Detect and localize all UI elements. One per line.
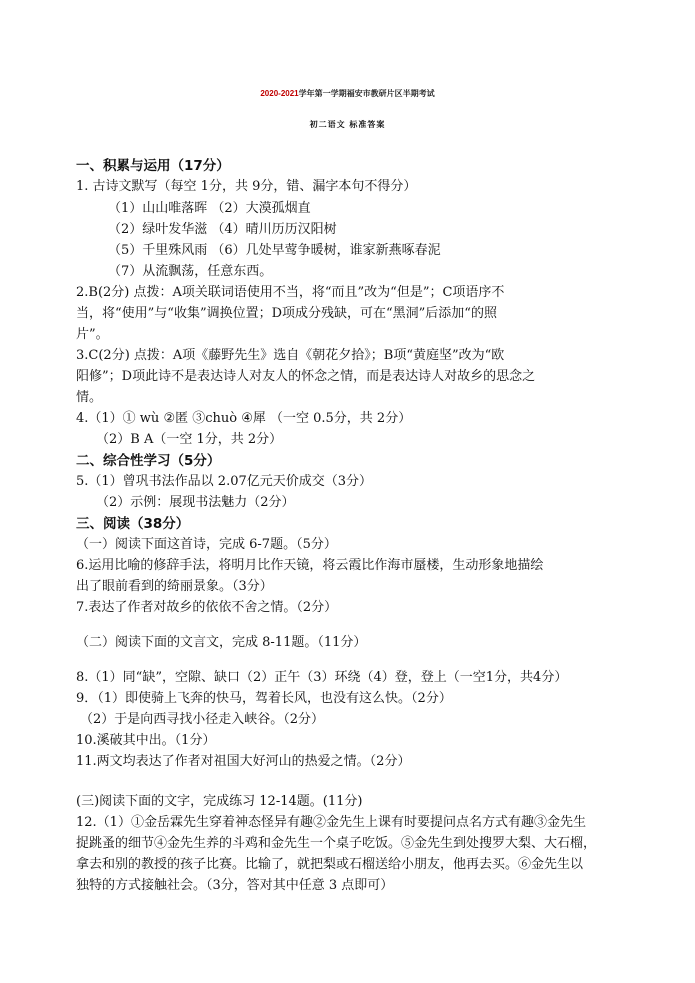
answer-line: 7.表达了作者对故乡的依依不舍之情。（2分） xyxy=(76,600,338,615)
answer-line: 拿去和别的教授的孩子比赛。比输了，就把梨或石榴送给小朋友，他再去买。⑥金先生以 xyxy=(76,857,584,872)
section-heading-3: 三、阅读（38分） xyxy=(76,516,190,532)
answer-line: （1）山山唯落晖 （2）大漠孤烟直 xyxy=(108,201,311,216)
answer-line: （2）绿叶发华滋 （4）晴川历历汉阳树 xyxy=(108,222,337,237)
answer-line: 当，将“使用”与“收集”调换位置；D项成分残缺，可在“黑洞”后添加“的照 xyxy=(76,306,497,321)
answer-line: 3.C(2分) 点拨：A项《藤野先生》选自《朝花夕拾》；B项“黄庭坚”改为“欧 xyxy=(76,348,505,363)
answer-line: 捉跳蚤的细节④金先生养的斗鸡和金先生一个桌子吃饭。⑤金先生到处搜罗大梨、大石榴， xyxy=(76,836,597,851)
answer-line: (三)阅读下面的文字，完成练习 12-14题。(11分) xyxy=(76,794,363,809)
answer-line: （5）千里殊风雨 （6）几处早莺争暖树，谁家新燕啄春泥 xyxy=(108,243,441,258)
answer-line: 8.（1）同“缺”，空隙、缺口（2）正午（3）环绕（4）登，登上（一空1分，共4分） xyxy=(76,670,568,685)
answer-line: 1. 古诗文默写（每空 1分，共 9分，错、漏字本句不得分） xyxy=(76,179,417,194)
answer-line: 片”。 xyxy=(76,327,109,342)
answer-line: （2）B A（一空 1分，共 2分） xyxy=(96,432,283,447)
answer-line: 9．（1）即使骑上飞奔的快马，驾着长风，也没有这么快。（2分） xyxy=(76,691,452,706)
answer-line: 6.运用比喻的修辞手法，将明月比作天镜，将云霞比作海市蜃楼，生动形象地描绘 xyxy=(76,558,544,573)
exam-title-year: 2020-2021 xyxy=(260,89,299,98)
answer-line: （2）于是向西寻找小径走入峡谷。（2分） xyxy=(80,712,325,727)
exam-title xyxy=(0,88,695,99)
answer-line: 12.（1）①金岳霖先生穿着神态怪异有趣②金先生上课有时要提问点名方式有趣③金先生 xyxy=(76,815,586,830)
answer-line: 出了眼前看到的绮丽景象。（3分） xyxy=(76,579,273,594)
answer-line: 5.（1）曾巩书法作品以 2.07亿元天价成交（3分） xyxy=(76,474,373,489)
section-heading-1: 一、积累与运用（17分） xyxy=(76,158,230,174)
exam-title-text: 学年第一学期福安市教研片区半期考试 xyxy=(298,88,435,98)
answer-line: 情。 xyxy=(76,390,103,405)
answer-line: 10.溪破其中出。（1分） xyxy=(76,733,216,748)
answer-line: 11.两文均表达了作者对祖国大好河山的热爱之情。（2分） xyxy=(76,754,411,769)
answer-line: 2.B(2分) 点拨：A项关联词语使用不当，将“而且”改为“但是”；C项语序不 xyxy=(76,285,505,300)
answer-line: （一）阅读下面这首诗，完成 6-7题。（5分） xyxy=(76,537,337,552)
answer-line: （7）从流飘荡，任意东西。 xyxy=(108,264,273,279)
answer-key-title: 初二语文 标准答案 xyxy=(309,119,386,129)
answer-line: 4.（1）① wù ②匿 ③chuò ④犀 （一空 0.5分，共 2分） xyxy=(76,411,412,426)
answer-line: （二）阅读下面的文言文，完成 8-11题。（11分） xyxy=(76,635,367,650)
section-heading-2: 二、综合性学习（5分） xyxy=(76,453,221,469)
answer-line: 阳修”；D项此诗不是表达诗人对友人的怀念之情，而是表达诗人对故乡的思念之 xyxy=(76,369,536,384)
answer-line: 独特的方式接触社会。（3分，答对其中任意 3 点即可） xyxy=(76,878,394,893)
answer-line: （2）示例：展现书法魅力（2分） xyxy=(96,495,295,510)
